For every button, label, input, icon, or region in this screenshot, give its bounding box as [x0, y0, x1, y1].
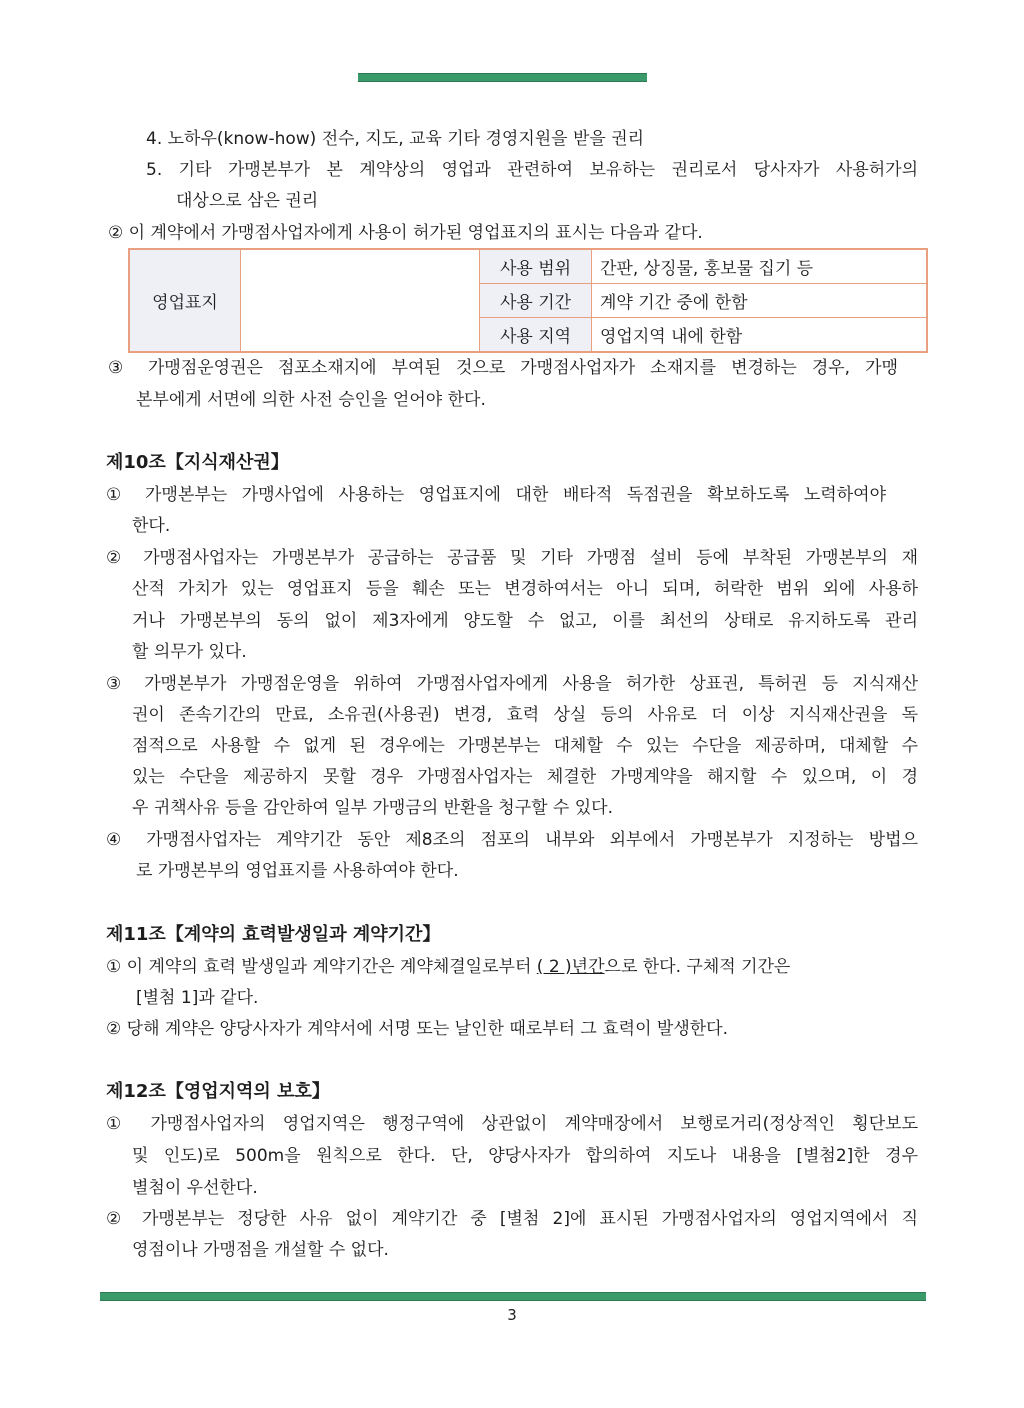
article11-p1-line1	[106, 955, 918, 979]
article9-item5-line2: 대상으로 삼은 권리	[176, 191, 319, 211]
article10-p3-line5: 우 귀책사유 등을 감안하여 일부 가맹금의 반환을 청구할 수 있다.	[132, 798, 614, 818]
usage-area-label: 사용 지역	[480, 318, 592, 353]
article12-p2-line1: ② 가맹본부는 정당한 사유 없이 계약기간 중 [별첨 2]에 표시된 가맹점사업자의 영업지역에서 직	[106, 1209, 918, 1229]
article11-p1-line2: [별첨 1]과 같다.	[136, 988, 259, 1008]
article10-p1-line1: ① 가맹본부는 가맹사업에 사용하는 영업표지에 대한 배타적 독점권을 확보하도록 노력하여야	[106, 485, 886, 505]
article10-p2-line1: ② 가맹점사업자는 가맹본부가 공급하는 공급품 및 기타 가맹점 설비 등에 부착된 가맹본부의 재	[106, 548, 918, 568]
article12-title: 제12조【영업지역의 보호】	[106, 1081, 330, 1102]
article10-p4-line1: ④ 가맹점사업자는 계약기간 동안 제8조의 점포의 내부와 외부에서 가맹본부가 지정하는 방법으	[106, 830, 918, 850]
article12-p1-line3: 별첨이 우선한다.	[132, 1178, 258, 1198]
usage-scope-label: 사용 범위	[480, 249, 592, 284]
article10-p1-line2: 한다.	[132, 516, 171, 536]
article10-p3-line4: 있는 수단을 제공하지 못할 경우 가맹점사업자는 체결한 가맹계약을 해지할 수 있으며, 이 경	[132, 767, 918, 787]
article10-p3-line2: 권이 존속기간의 만료, 소유권(사용권) 변경, 효력 상실 등의 사유로 더 이상 지식재산권을 독	[132, 705, 918, 725]
trademark-table	[128, 248, 928, 353]
article10-p2-line3: 거나 가맹본부의 동의 없이 제3자에게 양도할 수 없고, 이를 최선의 상태로 유지하도록 관리	[132, 611, 918, 631]
contract-term-value: ( 2 )년간	[536, 957, 605, 977]
article9-para3-line2: 본부에게 서면에 의한 사전 승인을 얻어야 한다.	[136, 390, 486, 410]
article12-p2-line2: 영점이나 가맹점을 개설할 수 없다.	[132, 1240, 389, 1260]
article11-p1-text-a: ① 이 계약의 효력 발생일과 계약기간은 계약체결일로부터	[106, 957, 537, 977]
article10-p2-line2: 산적 가치가 있는 영업표지 등을 훼손 또는 변경하여서는 아니 되며, 허락한 범위 외에 사용하	[132, 579, 918, 599]
article9-para3-line1: ③ 가맹점운영권은 점포소재지에 부여된 것으로 가맹점사업자가 소재지를 변경하는 경우, 가맹	[108, 358, 898, 378]
article10-p4-line2: 로 가맹본부의 영업표지를 사용하여야 한다.	[136, 861, 459, 881]
article12-p1-line1: ① 가맹점사업자의 영업지역은 행정구역에 상관없이 계약매장에서 보행로거리(정상적인 횡단보도	[106, 1114, 918, 1134]
usage-area-value: 영업지역 내에 한함	[592, 318, 928, 353]
page-number: 3	[507, 1306, 517, 1324]
article12-p1-line2: 및 인도)로 500m을 원칙으로 한다. 단, 양당사자가 합의하여 지도나 내용을 [별첨2]한 경우	[132, 1146, 918, 1166]
top-rule	[358, 73, 647, 82]
trademark-header: 영업표지	[129, 249, 241, 352]
article11-title: 제11조【계약의 효력발생일과 계약기간】	[106, 924, 441, 945]
article10-title: 제10조【지식재산권】	[106, 452, 289, 473]
article10-p3-line1: ③ 가맹본부가 가맹점운영을 위하여 가맹점사업자에게 사용을 허가한 상표권, 특허권 등 지식재산	[106, 674, 918, 694]
usage-period-label: 사용 기간	[480, 284, 592, 318]
article11-p1-text-b: 으로 한다. 구체적 기간은	[604, 957, 791, 977]
usage-scope-value: 간판, 상징물, 홍보물 집기 등	[592, 249, 928, 284]
article11-p2: ② 당해 계약은 양당사자가 계약서에 서명 또는 날인한 때로부터 그 효력이 발생한다.	[106, 1019, 729, 1039]
article9-para2: ② 이 계약에서 가맹점사업자에게 사용이 허가된 영업표지의 표시는 다음과 같다.	[108, 223, 703, 243]
trademark-image-cell	[241, 249, 480, 352]
article10-p2-line4: 할 의무가 있다.	[132, 642, 247, 662]
usage-period-value: 계약 기간 중에 한함	[592, 284, 928, 318]
bottom-rule	[100, 1292, 926, 1301]
article10-p3-line3: 점적으로 사용할 수 없게 된 경우에는 가맹본부는 대체할 수 있는 수단을 제공하며, 대체할 수	[132, 736, 918, 756]
article9-item5-line1: 5. 기타 가맹본부가 본 계약상의 영업과 관련하여 보유하는 권리로서 당사자가 사용허가의	[146, 160, 918, 180]
article9-item4: 4. 노하우(know-how) 전수, 지도, 교육 기타 경영지원을 받을 권리	[146, 129, 645, 149]
